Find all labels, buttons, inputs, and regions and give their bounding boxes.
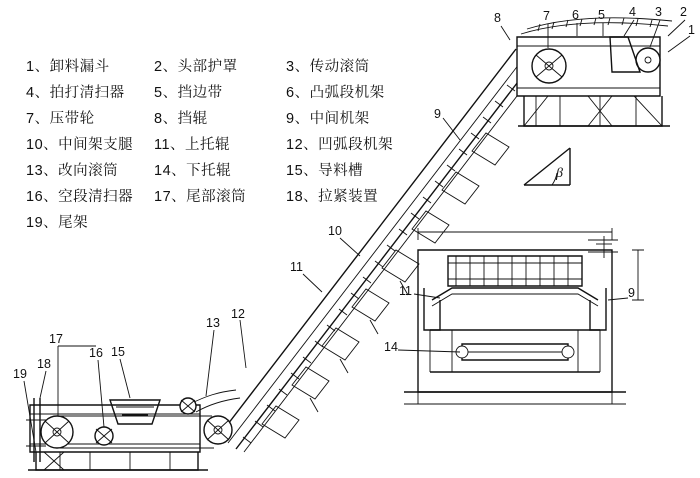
callout-7: 7 bbox=[543, 9, 550, 23]
incline-angle-symbol bbox=[524, 148, 570, 185]
callout-9-section: 9 bbox=[628, 286, 635, 300]
callout-2: 2 bbox=[680, 5, 687, 19]
callout-3: 3 bbox=[655, 5, 662, 19]
callout-15: 15 bbox=[111, 345, 125, 359]
callout-9-main: 9 bbox=[434, 107, 441, 121]
legend-item-13: 13、改向滚筒 bbox=[26, 162, 119, 179]
legend-item-11: 11、上托辊 bbox=[154, 136, 231, 153]
legend-item-2: 2、头部护罩 bbox=[154, 58, 238, 75]
legend-item-16: 16、空段清扫器 bbox=[26, 188, 134, 205]
legend-item-15: 15、导料槽 bbox=[286, 162, 364, 179]
callout-11-section: 11 bbox=[399, 284, 412, 298]
callout-17: 17 bbox=[49, 332, 63, 346]
legend-item-5: 5、挡边带 bbox=[154, 84, 223, 101]
callout-13: 13 bbox=[206, 316, 220, 330]
cross-section-view bbox=[404, 228, 644, 404]
callout-1: 1 bbox=[688, 23, 695, 37]
callout-10: 10 bbox=[328, 224, 342, 238]
callout-14-section: 14 bbox=[384, 340, 398, 354]
legend-item-3: 3、传动滚筒 bbox=[286, 58, 370, 75]
callout-18: 18 bbox=[37, 357, 51, 371]
callout-5: 5 bbox=[598, 8, 605, 22]
legend-item-7: 7、压带轮 bbox=[26, 110, 95, 127]
legend-item-18: 18、拉紧装置 bbox=[286, 188, 379, 205]
legend-item-9: 9、中间机架 bbox=[286, 110, 370, 127]
callout-16: 16 bbox=[89, 346, 103, 360]
callout-4: 4 bbox=[629, 5, 636, 19]
callout-19: 19 bbox=[13, 367, 27, 381]
legend-item-17: 17、尾部滚筒 bbox=[154, 188, 247, 205]
callout-12: 12 bbox=[231, 307, 245, 321]
legend-item-1: 1、卸料漏斗 bbox=[26, 58, 110, 75]
legend-item-8: 8、挡辊 bbox=[154, 110, 208, 127]
legend-item-19: 19、尾架 bbox=[26, 214, 89, 231]
callout-11-main: 11 bbox=[290, 260, 303, 274]
legend-item-6: 6、凸弧段机架 bbox=[286, 84, 385, 101]
legend-item-10: 10、中间架支腿 bbox=[26, 136, 134, 153]
legend-item-14: 14、下托辊 bbox=[154, 162, 232, 179]
callout-6: 6 bbox=[572, 8, 579, 22]
angle-label-beta: β bbox=[556, 166, 563, 181]
head-section bbox=[517, 18, 672, 126]
legend-item-12: 12、凹弧段机架 bbox=[286, 136, 394, 153]
legend-item-4: 4、拍打清扫器 bbox=[26, 84, 125, 101]
callout-8: 8 bbox=[494, 11, 501, 25]
